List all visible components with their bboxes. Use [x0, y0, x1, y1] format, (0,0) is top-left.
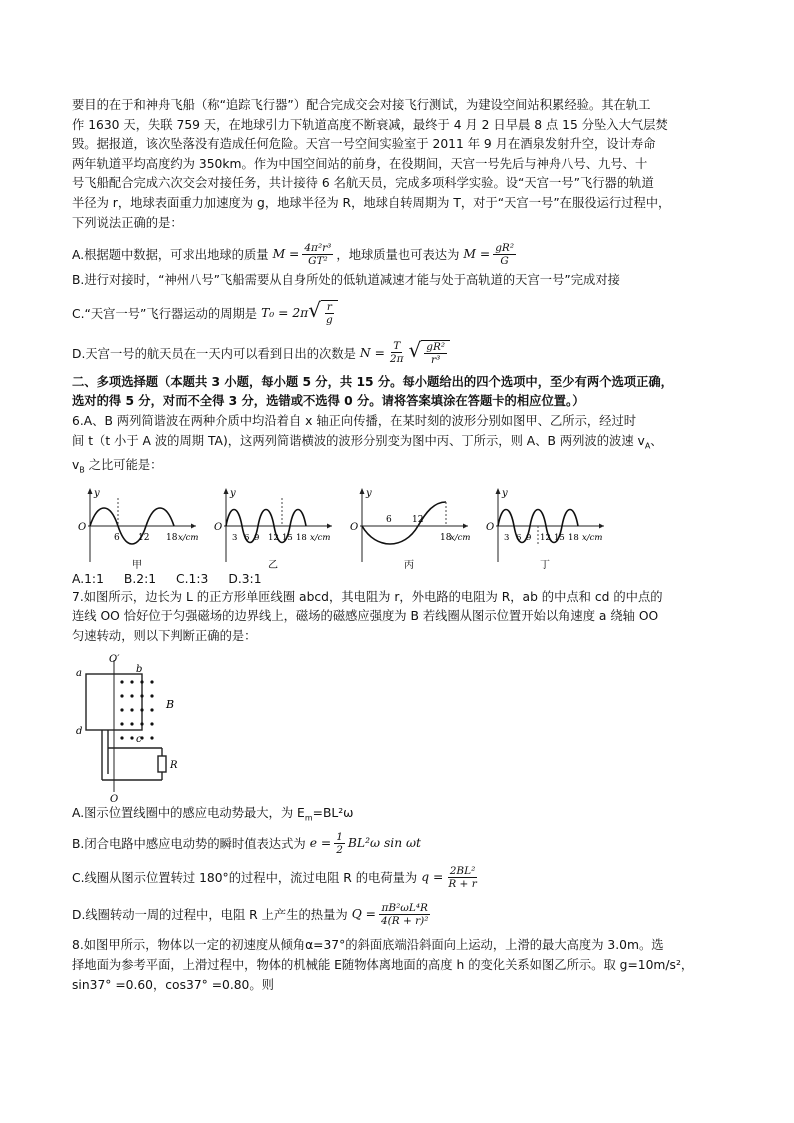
label-r: R — [170, 760, 178, 772]
tick-label: 3 — [232, 532, 238, 543]
text-span: 、 — [650, 433, 663, 448]
label-d: d — [76, 726, 83, 738]
text-span: 之比可能是： — [84, 457, 163, 472]
question5-stem — [72, 96, 732, 233]
q6-choices — [72, 572, 732, 586]
origin-label: O — [78, 521, 87, 533]
tick-label: 3 — [504, 532, 510, 543]
choice-b: B.2:1 — [123, 571, 157, 586]
question8 — [72, 936, 732, 995]
option-text: B.闭合电路中感应电动势的瞬时值表达式为 — [72, 837, 306, 852]
formula-lhs: q = — [421, 870, 444, 885]
axis-unit: x/cm — [310, 532, 331, 543]
wave-graph-ding — [482, 484, 610, 570]
fraction-denominator: r³ — [431, 353, 441, 366]
choice-c: C.1:3 — [176, 571, 209, 586]
origin-label: O — [486, 521, 495, 533]
q7-option-c — [72, 860, 732, 894]
fraction-denominator: 4(R + r)² — [380, 914, 429, 927]
formula-lhs: Q = — [351, 907, 376, 922]
formula-lhs: e = — [309, 836, 332, 851]
fraction — [334, 831, 345, 856]
option-text: ，地球质量也可表达为 — [336, 248, 460, 263]
text-line: 连线 OO 恰好位于匀强磁场的边界线上，磁场的磁感应强度为 B 若线圈从图示位置开始以角速度 a 绕轴 OO — [72, 609, 659, 624]
fraction-denominator: g — [326, 313, 333, 326]
text-line: 匀速转动，则以下判断正确的是： — [72, 628, 257, 643]
square-root — [408, 337, 451, 366]
wave-graph-bing — [346, 484, 474, 570]
tick-label: 18 — [166, 532, 178, 543]
tick-label: 12 — [412, 514, 424, 525]
text-line: 6.A、B 两列简谐波在两种介质中均沿着自 x 轴正向传播，在某时刻的波形分别如图甲、乙所示，经过时 — [72, 413, 637, 428]
section-heading: 选对的得 5 分，对而不全得 3 分，选错或不选得 0 分。请将答案填涂在答题卡的相应位置。） — [72, 394, 585, 409]
q7-option-d — [72, 896, 732, 932]
subscript: m — [304, 813, 313, 823]
question6 — [72, 412, 732, 586]
fraction-denominator: GT² — [308, 254, 328, 267]
axis-unit: x/cm — [450, 532, 471, 543]
label-c: c — [136, 734, 142, 746]
fraction — [446, 865, 478, 890]
label-b: b — [136, 664, 143, 676]
fraction-numerator: 2BL² — [449, 864, 476, 877]
fraction-numerator: gR² — [426, 340, 446, 353]
choice-a: A.1:1 — [72, 571, 104, 586]
formula-lhs: T₀ = 2π — [261, 305, 309, 320]
section-2-header — [72, 373, 732, 412]
formula-lhs: M = — [272, 247, 300, 262]
fraction-numerator: r — [326, 300, 332, 313]
q7-option-b — [72, 828, 732, 858]
resistor-icon — [158, 756, 166, 772]
axis-label-y: y — [94, 487, 100, 499]
tick-label: 15 — [282, 532, 293, 543]
tick-label: 18 — [568, 532, 579, 543]
q5-option-d — [72, 335, 732, 371]
exam-page — [72, 96, 732, 995]
axis-label-y: y — [366, 487, 372, 499]
text-line — [72, 456, 732, 480]
fraction — [324, 301, 335, 326]
fraction — [493, 242, 516, 267]
fraction-numerator: 1 — [336, 830, 343, 843]
text-line: 8.如图甲所示，物体以一定的初速度从倾角α=37°的斜面底端沿斜面向上运动，上滑的最大高度为 3.0m。选 — [72, 938, 664, 953]
square-root — [308, 297, 337, 326]
text-line: 要目的在于和神舟飞船（称“追踪飞行器”）配合完成交会对接飞行测试，为建设空间站积累经验。其在轨工 — [72, 98, 651, 112]
tick-label: 15 — [554, 532, 565, 543]
label-o: O — [110, 794, 119, 803]
subscript: B — [79, 465, 85, 475]
option-text: C.“天宫一号”飞行器运动的周期是 — [72, 306, 258, 321]
fraction — [302, 242, 333, 267]
formula-rhs: BL²ω sin ωt — [347, 836, 421, 851]
fraction-denominator: R + r — [448, 877, 477, 890]
tick-label: 9 — [526, 532, 532, 543]
fraction-numerator: 4π²r³ — [304, 241, 332, 254]
fraction-denominator: G — [500, 254, 509, 267]
fraction — [379, 902, 430, 927]
tick-label: 18 — [296, 532, 307, 543]
subscript: A — [644, 440, 651, 450]
text-line: 号飞船配合完成六次交会对接任务，共计接待 6 名航天员，完成多项科学实验。设“天宫一号”飞行器的轨道 — [72, 176, 654, 191]
origin-label: O — [214, 521, 223, 533]
section-heading: 二、多项选择题（本题共 3 小题，每小题 5 分，共 15 分。每小题给出的四个选项中，至少有两个选项正确， — [72, 374, 673, 389]
option-text: A.根据题中数据，可求出地球的质量 — [72, 248, 269, 263]
fraction — [388, 340, 406, 365]
text-line: 半径为 r，地球表面重力加速度为 g，地球半径为 R，地球自转周期为 T，对于“天宫一号”在服役运行过程中， — [72, 195, 671, 210]
graph-caption: 丙 — [404, 559, 414, 570]
tick-label: 12 — [268, 532, 279, 543]
wave-graph-yi — [210, 484, 338, 570]
text-line: 择地面为参考平面，上滑过程中，物体的机械能 E随物体离地面的高度 h 的变化关系如图乙所示。取 g=10m/s²， — [72, 958, 694, 973]
q5-option-a — [72, 239, 732, 269]
tick-label: 6 — [516, 532, 522, 543]
label-field-b: B — [166, 698, 175, 712]
fraction-denominator: 2 — [336, 843, 343, 856]
tick-label: 6 — [114, 532, 120, 543]
wave-graph-jia — [74, 484, 202, 570]
q5-option-b: B.进行对接时，“神州八号”飞船需要从自身所处的低轨道减速才能与处于高轨道的天宫一号”完成对接 — [72, 273, 620, 288]
radical-sign: √ — [308, 297, 322, 322]
option-text: A.图示位置线圈中的感应电动势最大，为 E — [72, 806, 305, 821]
text-line: 两年轨道平均高度约为 350km。作为中国空间站的前身，在役期间，天宫一号先后与神舟八号、九号、十 — [72, 156, 648, 171]
choice-d: D.3:1 — [228, 571, 262, 586]
q5-option-c — [72, 295, 732, 331]
tick-label: 6 — [244, 532, 250, 543]
axis-unit: x/cm — [582, 532, 603, 543]
question7 — [72, 588, 732, 933]
graph-caption: 乙 — [268, 559, 278, 570]
label-a: a — [76, 668, 82, 680]
text-line: 毁。据报道，该次坠落没有造成任何危险。天宫一号空间实验室于 2011 年 9 月在酒泉发射升空，设计寿命 — [72, 137, 656, 152]
axis-unit: x/cm — [178, 532, 199, 543]
tick-label: 6 — [386, 514, 392, 525]
q7-option-a — [72, 804, 732, 828]
coil-circuit-figure — [74, 652, 194, 802]
text-line — [72, 432, 732, 456]
text-line: 下列说法正确的是： — [72, 215, 183, 230]
origin-label: O — [350, 521, 359, 533]
radical-sign: √ — [408, 337, 422, 362]
label-o-prime: O′ — [109, 654, 120, 666]
formula-lhs: M = — [463, 247, 491, 262]
tick-label: 12 — [138, 532, 150, 543]
fraction-denominator: 2π — [389, 353, 404, 366]
fraction-numerator: gR² — [495, 241, 515, 254]
wave-graphs — [74, 484, 732, 570]
tick-label: 12 — [540, 532, 551, 543]
fraction-numerator: T — [393, 340, 401, 353]
axis-label-y: y — [502, 487, 508, 499]
tick-label: 18 — [440, 532, 452, 543]
option-text: C.线圈从图示位置转过 180°的过程中，流过电阻 R 的电荷量为 — [72, 871, 418, 886]
graph-caption: 甲 — [132, 559, 142, 570]
axis-label-y: y — [230, 487, 236, 499]
text-span: 间 t（t 小于 A 波的周期 TA)，这两列简谐横波的波形分别变为图中丙、丁所示，则 A、B 两列波的波速 v — [72, 433, 645, 448]
fraction-numerator: πB²ωL⁴R — [381, 901, 428, 914]
tick-label: 9 — [254, 532, 260, 543]
fraction — [424, 341, 447, 366]
text-line: 作 1630 天，失联 759 天，在地球引力下轨道高度不断衰减，最终于 4 月 2 日早晨 8 点 15 分坠入大气层焚 — [72, 117, 668, 132]
text-line: 7.如图所示，边长为 L 的正方形单匝线圈 abcd，其电阻为 r，外电路的电阻为 R，ab 的中点和 cd 的中点的 — [72, 589, 663, 604]
text-span: v — [72, 457, 80, 472]
option-text: =BL²ω — [312, 806, 354, 821]
magnetic-field-dots — [120, 681, 153, 740]
graph-caption: 丁 — [540, 559, 550, 570]
option-text: D.线圈转动一周的过程中，电阻 R 上产生的热量为 — [72, 908, 348, 923]
option-text: D.天宫一号的航天员在一天内可以看到日出的次数是 — [72, 346, 356, 361]
text-line: sin37° =0.60，cos37° =0.80。则 — [72, 977, 274, 992]
formula-lhs: N = — [359, 345, 385, 360]
